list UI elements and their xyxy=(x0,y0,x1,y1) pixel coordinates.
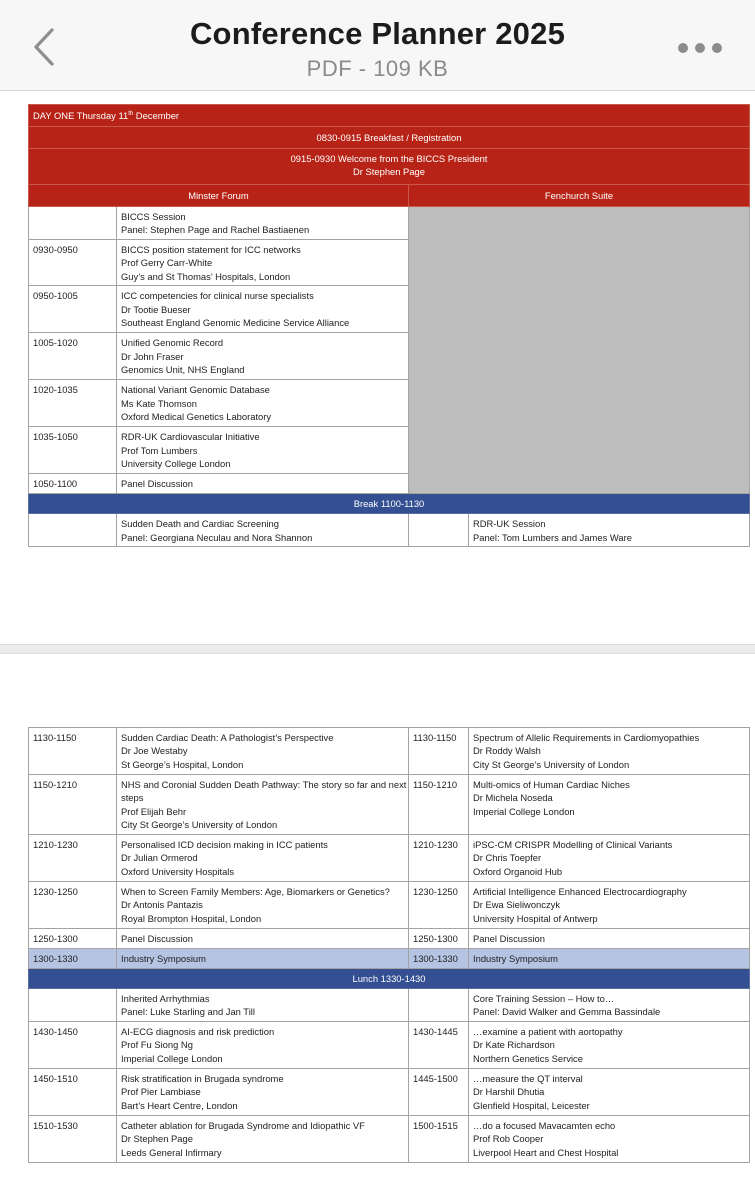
table-row: Sudden Death and Cardiac Screening Panel: Georgiana Neculau and Nora Shannon RDR-UK Session Panel: Tom Lumbers and James Ware xyxy=(29,514,750,547)
table-row: 1035-1050 RDR-UK Cardiovascular Initiative Prof Tom Lumbers University College London xyxy=(29,427,750,474)
more-options-icon[interactable] xyxy=(672,36,728,60)
table-row: 1250-1300 Panel Discussion 1250-1300 Panel Discussion xyxy=(29,929,750,949)
back-chevron-icon[interactable] xyxy=(28,22,64,72)
table-row: 1050-1100 Panel Discussion xyxy=(29,474,750,494)
more-dot xyxy=(695,43,705,53)
fenchurch-empty-block xyxy=(409,207,750,494)
room-minster-forum: Minster Forum xyxy=(29,185,409,207)
breakfast-row: 0830-0915 Breakfast / Registration xyxy=(29,127,750,149)
room-fenchurch-suite: Fenchurch Suite xyxy=(409,185,750,207)
welcome-row: 0915-0930 Welcome from the BICCS President Dr Stephen Page xyxy=(29,149,750,185)
table-row: 1150-1210 NHS and Coronial Sudden Death Pathway: The story so far and next steps Prof Elijah Behr City St George’s University of London 1150-1210 Multi-omics of Human Cardiac Niches Dr Michela Noseda Imperial College London xyxy=(29,775,750,835)
table-row: 1430-1450 AI-ECG diagnosis and risk prediction Prof Fu Siong Ng Imperial College London 1430-1445 …examine a patient with aortopathy Dr Kate Richardson Northern Genetics Service xyxy=(29,1022,750,1069)
industry-symposium-row: 1300-1330 Industry Symposium 1300-1330 Industry Symposium xyxy=(29,949,750,969)
page-separator xyxy=(0,644,755,654)
table-row: 1020-1035 National Variant Genomic Database Ms Kate Thomson Oxford Medical Genetics Laboratory xyxy=(29,380,750,427)
pdf-page-2 xyxy=(0,655,755,1200)
more-dot xyxy=(712,43,722,53)
table-row: 1510-1530 Catheter ablation for Brugada Syndrome and Idiopathic VF Dr Stephen Page Leeds General Infirmary 1500-1515 …do a focused Mavacamten echo Prof Rob Cooper Liverpool Heart and Chest Hospital xyxy=(29,1116,750,1163)
pdf-page-1 xyxy=(0,92,755,644)
schedule-table-afternoon xyxy=(28,727,750,1163)
lunch-row: Lunch 1330-1430 xyxy=(29,969,750,989)
table-row: 0930-0950 BICCS position statement for ICC networks Prof Gerry Carr-White Guy’s and St Thomas’ Hospitals, London xyxy=(29,240,750,286)
table-row: 1130-1150 Sudden Cardiac Death: A Pathologist’s Perspective Dr Joe Westaby St George’s Hospital, London 1130-1150 Spectrum of Allelic Requirements in Cardiomyopathies Dr Roddy Walsh City St George’s University of London xyxy=(29,728,750,775)
document-title: Conference Planner 2025 xyxy=(189,16,566,51)
table-row xyxy=(29,207,750,240)
schedule-table-day-one xyxy=(28,104,750,547)
top-bar xyxy=(0,0,755,91)
table-row: Inherited Arrhythmias Panel: Luke Starling and Jan Till Core Training Session – How to… Panel: David Walker and Gemma Bassindale xyxy=(29,989,750,1022)
session-cell: BICCS Session Panel: Stephen Page and Rachel Bastiaenen xyxy=(117,207,409,240)
day-heading: DAY ONE Thursday 11th December xyxy=(29,105,750,127)
table-row: 1210-1230 Personalised ICD decision making in ICC patients Dr Julian Ormerod Oxford University Hospitals 1210-1230 iPSC-CM CRISPR Modelling of Clinical Variants Dr Chris Toepfer Oxford Organoid Hub xyxy=(29,835,750,882)
table-row: 0950-1005 ICC competencies for clinical nurse specialists Dr Tootie Bueser Southeast England Genomic Medicine Service Alliance xyxy=(29,286,750,333)
document-subtitle: PDF - 109 KB xyxy=(306,56,449,81)
more-dot xyxy=(678,43,688,53)
table-row: 1005-1020 Unified Genomic Record Dr John Fraser Genomics Unit, NHS England xyxy=(29,333,750,380)
table-row: 1450-1510 Risk stratification in Brugada syndrome Prof Pier Lambiase Bart’s Heart Centre, London 1445-1500 …measure the QT interval Dr Harshil Dhutia Glenfield Hospital, Leicester xyxy=(29,1069,750,1116)
break-row: Break 1100-1130 xyxy=(29,494,750,514)
table-row: 1230-1250 When to Screen Family Members: Age, Biomarkers or Genetics? Dr Antonis Pantazis Royal Brompton Hospital, London 1230-1250 Artificial Intelligence Enhanced Electrocardiography Dr Ewa Sieliwonczyk University Hospital of Antwerp xyxy=(29,882,750,929)
